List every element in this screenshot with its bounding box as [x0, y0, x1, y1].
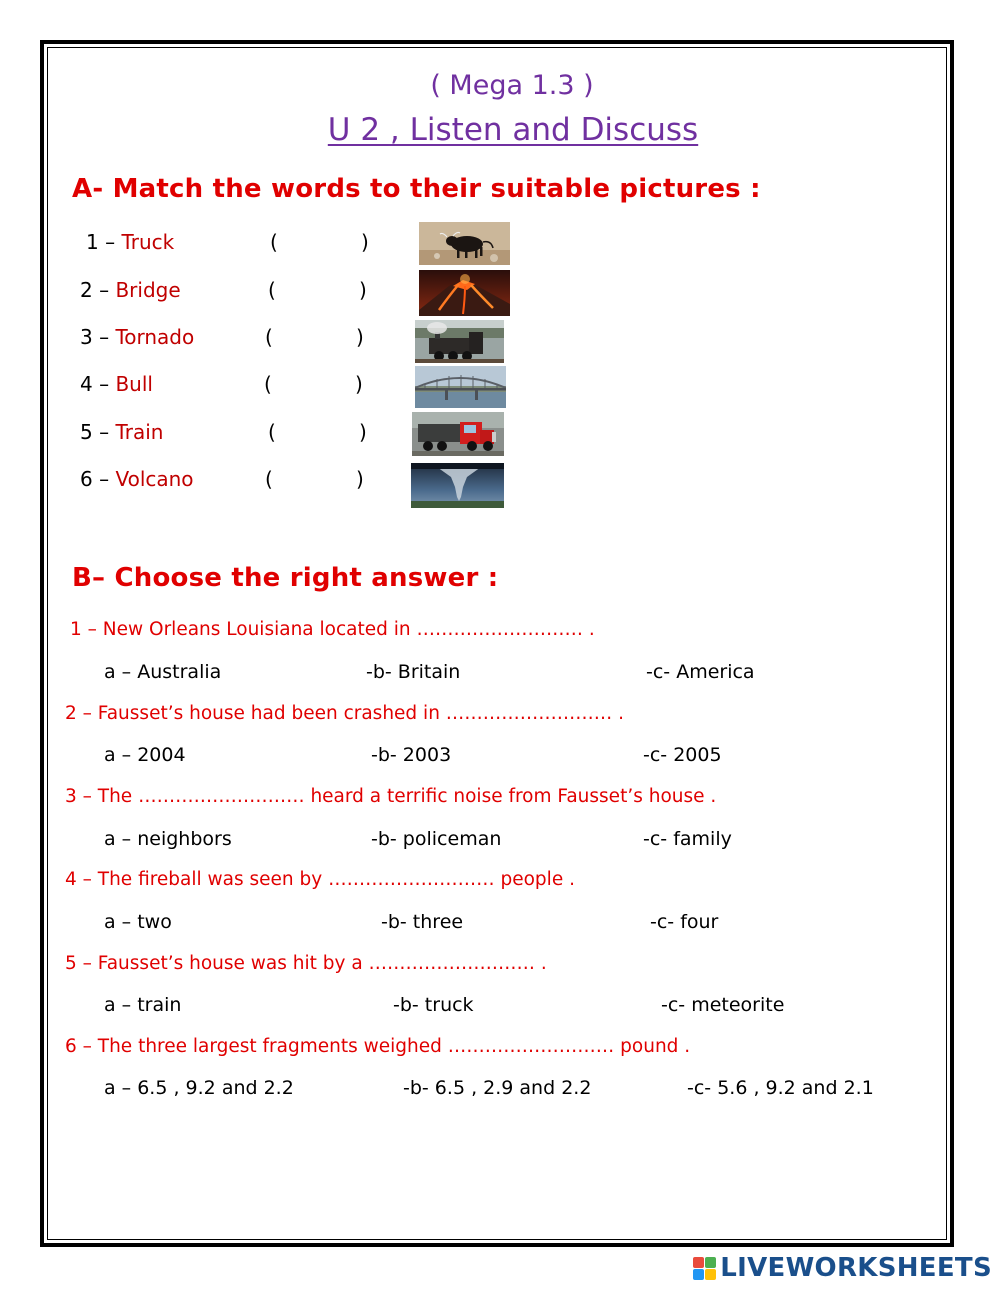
tornado-picture: [411, 463, 504, 508]
question-5: 5 – Fausset’s house was hit by a ……………………… .: [65, 953, 547, 974]
answer-field-1[interactable]: [284, 232, 356, 256]
match-item-4: [80, 372, 153, 396]
answer-paren-close: ): [355, 372, 363, 396]
match-item-word: Truck: [121, 230, 175, 254]
logo-square-red: [693, 1257, 704, 1268]
answer-paren-open: (: [270, 230, 278, 254]
volcano-picture: [419, 270, 510, 316]
match-item-word: Bull: [115, 372, 153, 396]
answer-paren-close: ): [361, 230, 369, 254]
answer-paren-close: ): [356, 325, 364, 349]
match-item-number: 3 –: [80, 325, 116, 349]
answer-paren-close: ): [356, 467, 364, 491]
question-4-option-a[interactable]: a – two: [104, 911, 172, 933]
answer-paren-close: ): [359, 278, 367, 302]
question-3-option-a[interactable]: a – neighbors: [104, 828, 232, 850]
truck-picture: [412, 412, 504, 456]
logo-square-green: [705, 1257, 716, 1268]
answer-paren-open: (: [268, 278, 276, 302]
question-1-option-b[interactable]: -b- Britain: [366, 661, 461, 683]
question-3-option-b[interactable]: -b- policeman: [371, 828, 502, 850]
bull-picture: [419, 222, 510, 265]
answer-paren-open: (: [265, 325, 273, 349]
answer-field-4[interactable]: [278, 374, 350, 398]
question-6-option-a[interactable]: a – 6.5 , 9.2 and 2.2: [104, 1077, 294, 1099]
question-5-option-a[interactable]: a – train: [104, 994, 182, 1016]
question-2: 2 – Fausset’s house had been crashed in ……………………… .: [65, 703, 625, 724]
question-2-option-c[interactable]: -c- 2005: [643, 744, 722, 766]
liveworksheets-logo[interactable]: [693, 1253, 992, 1283]
worksheet-subtitle: ( Mega 1.3 ): [430, 70, 594, 101]
question-5-option-c[interactable]: -c- meteorite: [661, 994, 785, 1016]
question-6-option-b[interactable]: -b- 6.5 , 2.9 and 2.2: [403, 1077, 592, 1099]
liveworksheets-brand: LIVEWORKSHEETS: [720, 1253, 992, 1283]
match-item-2: [80, 278, 181, 302]
match-item-word: Bridge: [115, 278, 181, 302]
question-1-option-c[interactable]: -c- America: [646, 661, 755, 683]
question-4: 4 – The fireball was seen by ……………………… people .: [65, 869, 575, 890]
section-b-heading: B– Choose the right answer :: [72, 563, 499, 593]
worksheet-title: U 2 , Listen and Discuss: [327, 112, 699, 148]
question-4-option-b[interactable]: -b- three: [381, 911, 464, 933]
match-item-number: 5 –: [80, 420, 116, 444]
section-a-heading: A- Match the words to their suitable pictures :: [72, 174, 761, 204]
answer-field-6[interactable]: [279, 469, 351, 493]
answer-paren-open: (: [264, 372, 272, 396]
match-item-number: 2 –: [80, 278, 116, 302]
answer-paren-close: ): [359, 420, 367, 444]
answer-field-5[interactable]: [282, 422, 354, 446]
question-3: 3 – The ……………………… heard a terrific noise from Fausset’s house .: [65, 786, 717, 807]
match-item-5: [80, 420, 163, 444]
bridge-picture: [415, 366, 506, 408]
question-3-option-c[interactable]: -c- family: [643, 828, 732, 850]
match-item-number: 6 –: [80, 467, 116, 491]
question-2-option-a[interactable]: a – 2004: [104, 744, 186, 766]
question-1: 1 – New Orleans Louisiana located in ……………………… .: [70, 619, 595, 640]
match-item-word: Tornado: [115, 325, 195, 349]
question-6: 6 – The three largest fragments weighed ……………………… pound .: [65, 1036, 691, 1057]
question-2-option-b[interactable]: -b- 2003: [371, 744, 452, 766]
match-item-1: [86, 230, 174, 254]
question-1-option-a[interactable]: a – Australia: [104, 661, 222, 683]
match-item-number: 4 –: [80, 372, 116, 396]
match-item-number: 1 –: [86, 230, 122, 254]
question-4-option-c[interactable]: -c- four: [650, 911, 719, 933]
answer-field-3[interactable]: [279, 327, 351, 351]
question-6-option-c[interactable]: -c- 5.6 , 9.2 and 2.1: [687, 1077, 874, 1099]
question-5-option-b[interactable]: -b- truck: [393, 994, 474, 1016]
logo-square-yellow: [705, 1269, 716, 1280]
train-picture: [415, 320, 504, 363]
answer-field-2[interactable]: [282, 280, 354, 304]
logo-square-blue: [693, 1269, 704, 1280]
liveworksheets-logo-icon: [693, 1257, 716, 1280]
match-item-word: Volcano: [115, 467, 194, 491]
answer-paren-open: (: [268, 420, 276, 444]
match-item-6: [80, 467, 194, 491]
answer-paren-open: (: [265, 467, 273, 491]
match-item-word: Train: [115, 420, 164, 444]
match-item-3: [80, 325, 194, 349]
